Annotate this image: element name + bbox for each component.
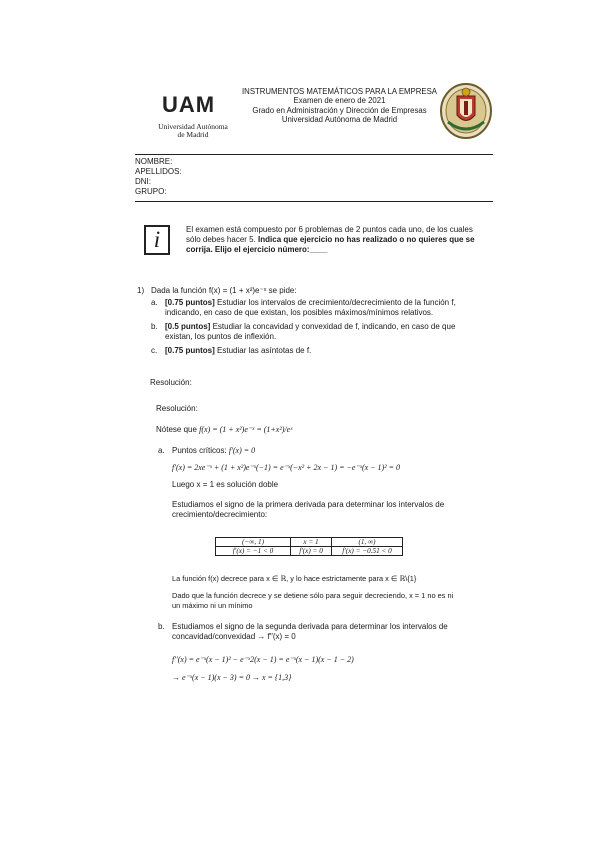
exam-date: Examen de enero de 2021 xyxy=(293,96,386,106)
university-name: Universidad Autónoma de Madrid xyxy=(281,114,398,124)
sign-table-cell: f′(x) = 0 xyxy=(291,547,332,556)
logo-caption xyxy=(143,123,243,139)
second-derivative: f′′(x) = e⁻ˣ(x − 1)² − e⁻ˣ2(x − 1) = e⁻ˣ(x − 1)(x − 1 − 2) xyxy=(172,655,354,664)
extremum-comment: Dado que la función decrece y se detiene sólo para seguir decreciendo, x = 1 no es ni un máximo ni un mínimo xyxy=(172,591,454,610)
crest-emblem xyxy=(438,80,494,140)
monotonicity-conclusion: La función f(x) decrece para x ∈ ℝ, y lo hace estrictamente para x ∈ ℝ\{1} xyxy=(172,574,417,583)
field-grupo: GRUPO: xyxy=(135,187,167,196)
problem-part-a: a. [0.75 puntos] Estudiar los intervalos de crecimiento/decrecimiento de la función f, indicando, en caso de que existan, los posibles máximos/mínimos relativos. xyxy=(151,298,456,317)
problem-intro: Dada la función f(x) = (1 + x²)e⁻ˣ se pide: xyxy=(151,286,297,295)
logo-line-2: de Madrid xyxy=(177,130,209,139)
first-derivative-study: Estudiamos el signo de la primera derivada para determinar los intervalos de crecimiento/decrecimiento: xyxy=(172,500,445,519)
student-fields xyxy=(135,157,182,197)
first-derivative: f′(x) = 2xe⁻ˣ + (1 + x²)e⁻ˣ(−1) = e⁻ˣ(−x² + 2x − 1) = −e⁻ˣ(x − 1)² = 0 xyxy=(172,463,401,472)
sign-table-header: (−∞, 1) xyxy=(216,538,291,547)
solution-b-letter: b. xyxy=(158,622,165,631)
logo-line-1: Universidad Autónoma xyxy=(158,122,228,131)
sign-table-header: x = 1 xyxy=(291,538,332,547)
sign-table-cell: f′(x) = −1 < 0 xyxy=(216,547,291,556)
divider-top xyxy=(135,154,493,155)
solution-note: Nótese que f(x) = (1 + x²)e⁻ˣ = (1+x²)/eˣ xyxy=(156,425,293,434)
sign-table-header: (1, ∞) xyxy=(332,538,403,547)
second-derivative-study: Estudiamos el signo de la segunda derivada para determinar los intervalos de concavidad/convexidad → f′′(x) = 0 xyxy=(172,622,448,641)
sign-table xyxy=(215,537,403,556)
double-root-note: Luego x = 1 es solución doble xyxy=(172,480,279,489)
sign-table-cell: f′(x) = −0.51 < 0 xyxy=(332,547,403,556)
notice-line-1: El examen está compuesto por 6 problemas de 2 puntos cada uno, de los cuales xyxy=(186,225,473,234)
problem-part-b: b. [0.5 puntos] Estudiar la concavidad y convexidad de f, indicando, en caso de que existan, los puntos de inflexión. xyxy=(151,322,456,341)
field-dni: DNI: xyxy=(135,177,151,186)
solution-a-title: Puntos críticos: f′(x) = 0 xyxy=(172,446,256,455)
notice-line-2: sólo debes hacer 5. xyxy=(186,235,259,244)
solution-heading-2: Resolución: xyxy=(156,404,198,413)
notice-line-3: corrija. Elijo el ejercicio número:____ xyxy=(186,245,328,254)
degree-name: Grado en Administración y Dirección de Empresas xyxy=(252,105,427,115)
problem-part-c: c. [0.75 puntos] Estudiar las asíntotas de f. xyxy=(151,346,312,355)
field-apellidos: APELLIDOS: xyxy=(135,167,182,176)
logo-brand: UAM xyxy=(162,92,216,117)
notice-text xyxy=(186,225,496,255)
solution-heading-1: Resolución: xyxy=(150,378,192,387)
inflection-roots: → e⁻ˣ(x − 1)(x − 3) = 0 → x = {1,3} xyxy=(172,673,292,682)
course-title: INSTRUMENTOS MATEMÁTICOS PARA LA EMPRESA xyxy=(242,87,437,96)
exam-header xyxy=(232,87,447,124)
divider-bottom xyxy=(135,201,493,202)
info-icon: i xyxy=(144,225,170,255)
notice-line-2-bold: Indica que ejercicio no has realizado o no quieres que se xyxy=(258,235,475,244)
solution-a-letter: a. xyxy=(158,446,165,455)
field-nombre: NOMBRE: xyxy=(135,157,173,166)
problem-number: 1) xyxy=(137,286,145,295)
